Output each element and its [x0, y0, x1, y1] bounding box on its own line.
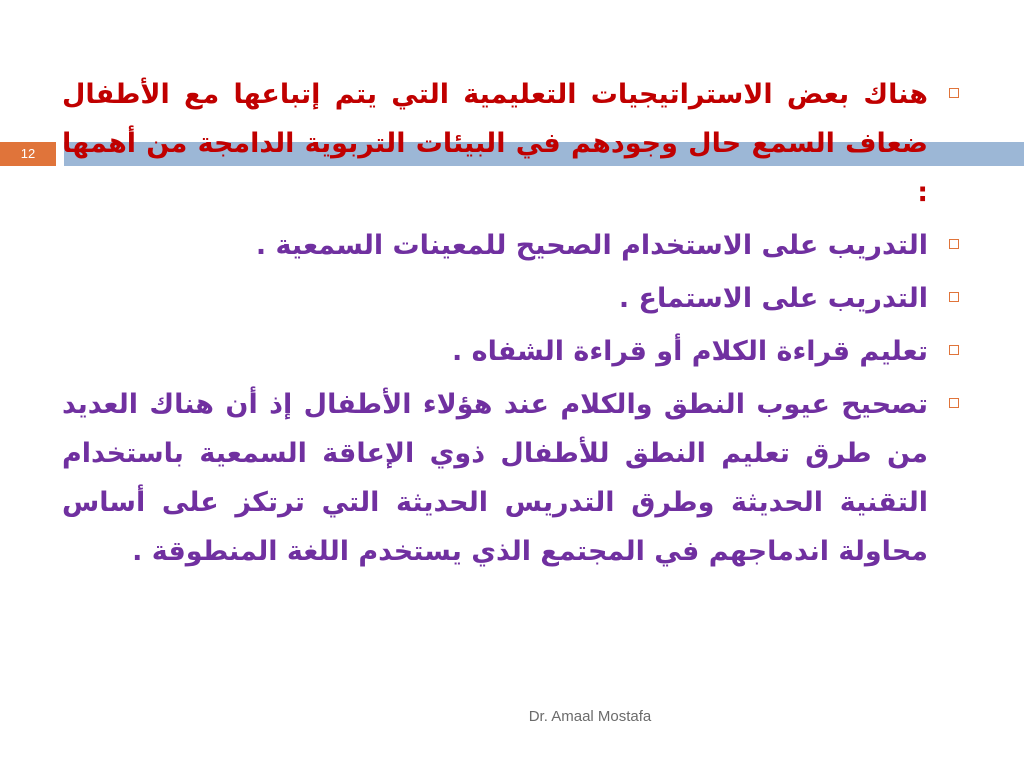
- bullet-list: [62, 70, 962, 580]
- square-bullet-icon: [949, 292, 959, 302]
- slide-number: 12: [0, 142, 56, 166]
- bullet-text: هناك بعض الاستراتيجيات التعليمية التي يتم إتباعها مع الأطفال ضعاف السمع حال وجودهم في البيئات التربوية الدامجة من أهمها :: [62, 79, 928, 208]
- bullet-item-lip-reading: [62, 327, 962, 376]
- bullet-text: التدريب على الاستماع .: [618, 283, 928, 314]
- square-bullet-icon: [949, 398, 959, 408]
- bullet-item-listening: [62, 274, 962, 323]
- bullet-text: تصحيح عيوب النطق والكلام عند هؤلاء الأطفال إذ أن هناك العديد من طرق تعليم النطق للأطفال ذوي الإعاقة السمعية باستخدام التقنية الحديثة وطرق التدريس الحديثة التي ترتكز على أساس محاولة اندماجهم في المجتمع الذي يستخدم اللغة المنطوقة .: [62, 389, 928, 567]
- bullet-text: تعليم قراءة الكلام أو قراءة الشفاه .: [452, 336, 928, 367]
- bullet-item-hearing-aids: [62, 221, 962, 270]
- square-bullet-icon: [949, 88, 959, 98]
- bullet-text: التدريب على الاستخدام الصحيح للمعينات السمعية .: [255, 230, 928, 261]
- footer-author: Dr. Amaal Mostafa: [528, 708, 652, 725]
- square-bullet-icon: [949, 345, 959, 355]
- bullet-item-intro: [62, 70, 962, 217]
- square-bullet-icon: [949, 239, 959, 249]
- bullet-item-speech-correction: [62, 380, 962, 576]
